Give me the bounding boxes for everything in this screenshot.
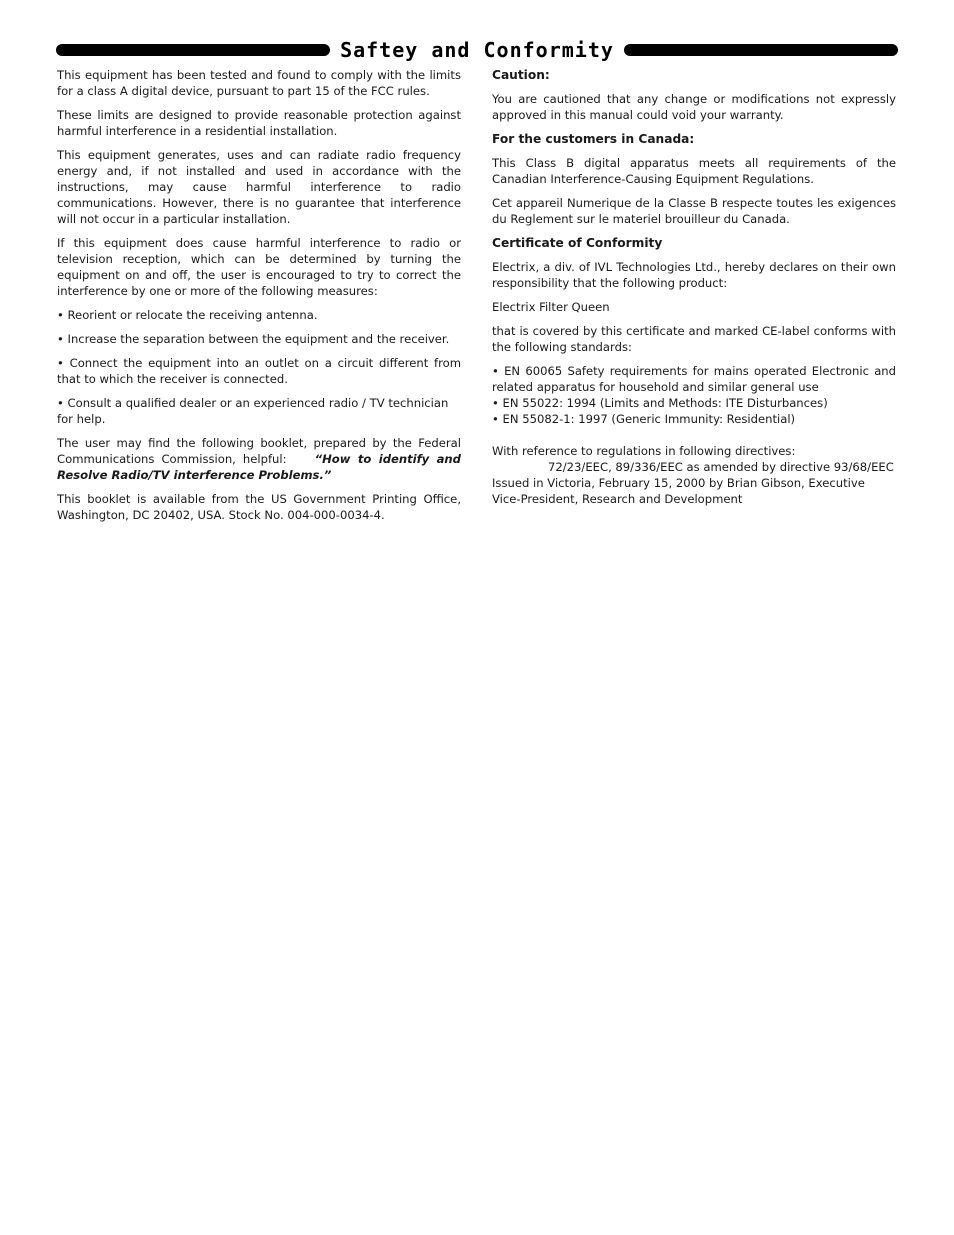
booklet-paragraph xyxy=(57,435,461,483)
spacer xyxy=(492,427,896,443)
booklet-availability: This booklet is available from the US Government Printing Office, Washington, DC 20402, USA. Stock No. 004-000-0034-4. xyxy=(57,492,461,522)
radio-energy-paragraph: This equipment generates, uses and can radiate radio frequency energy and, if not installed and used in accordance with the instructions, may cause harmful interference to radio communications. However, there is no guarantee that interference will not occur in a particular installation. xyxy=(57,148,461,226)
booklet-intro: The user may find the following booklet, prepared by the Federal Communications Commission, helpful: xyxy=(57,436,461,466)
measure-item: • Increase the separation between the equipment and the receiver. xyxy=(57,332,450,346)
canada-french-text: Cet appareil Numerique de la Classe B respecte toutes les exigences du Reglement sur le materiel brouilleur du Canada. xyxy=(492,196,896,226)
standard-item: • EN 55022: 1994 (Limits and Methods: ITE Disturbances) xyxy=(492,396,828,410)
caution-heading: Caution: xyxy=(492,68,550,82)
directives-intro: With reference to regulations in following directives: xyxy=(492,444,796,458)
measure-item: • Consult a qualified dealer or an experienced radio / TV technician for help. xyxy=(57,396,449,426)
issued-statement: Issued in Victoria, February 15, 2000 by Brian Gibson, Executive Vice-President, Research and Development xyxy=(492,476,865,506)
booklet-title: “How to identify and Resolve Radio/TV interference Problems.” xyxy=(57,452,461,482)
header-bar-right xyxy=(624,44,898,56)
standard-item: • EN 60065 Safety requirements for mains operated Electronic and related apparatus for household and similar general use xyxy=(492,364,896,394)
left-column xyxy=(57,67,461,531)
covered-text: that is covered by this certificate and marked CE-label conforms with the following standards: xyxy=(492,324,896,354)
caution-text: You are cautioned that any change or modifications not expressly approved in this manual could void your warranty. xyxy=(492,92,896,122)
certificate-heading: Certificate of Conformity xyxy=(492,236,663,250)
fcc-compliance-paragraph: This equipment has been tested and found to comply with the limits for a class A digital device, pursuant to part 15 of the FCC rules. xyxy=(57,68,461,98)
interference-paragraph: If this equipment does cause harmful interference to radio or television reception, which can be determined by turning the equipment on and off, the user is encouraged to try to correct the interference by one or more of the following measures: xyxy=(57,236,461,298)
page-header xyxy=(56,36,898,64)
measure-item: • Connect the equipment into an outlet on a circuit different from that to which the receiver is connected. xyxy=(57,356,461,386)
measure-item: • Reorient or relocate the receiving antenna. xyxy=(57,308,318,322)
page-title: Saftey and Conformity xyxy=(340,38,614,62)
directives-list: 72/23/EEC, 89/336/EEC as amended by directive 93/68/EEC xyxy=(548,460,894,474)
certificate-text: Electrix, a div. of IVL Technologies Ltd., hereby declares on their own responsibility that the following product: xyxy=(492,260,896,290)
standard-item: • EN 55082-1: 1997 (Generic Immunity: Residential) xyxy=(492,412,796,426)
right-column xyxy=(492,67,896,507)
canada-english-text: This Class B digital apparatus meets all requirements of the Canadian Interference-Causing Equipment Regulations. xyxy=(492,156,896,186)
protection-paragraph: These limits are designed to provide reasonable protection against harmful interference in a residential installation. xyxy=(57,108,461,138)
canada-heading: For the customers in Canada: xyxy=(492,132,695,146)
header-bar-left xyxy=(56,44,330,56)
product-name: Electrix Filter Queen xyxy=(492,300,610,314)
